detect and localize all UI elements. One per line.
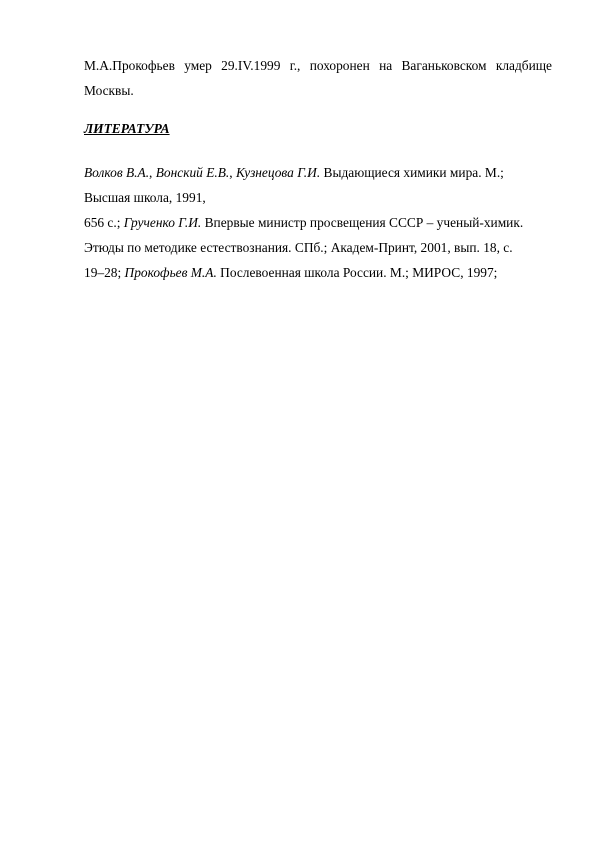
reference-author: Грученко Г.И.	[123, 215, 202, 230]
paragraph-line: М.А.Прокофьев умер 29.IV.1999 г., похоронен на Ваганьковском кладбище	[84, 58, 552, 73]
reference-line: Этюды по методике естествознания. СПб.; Академ-Принт, 2001, вып. 18, с.	[84, 240, 513, 255]
biography-paragraph	[84, 53, 552, 103]
reference-separator: ,	[229, 165, 236, 180]
reference-text: Впервые министр просвещения СССР – ученый-химик.	[201, 215, 524, 230]
reference-author: Волков В.А.	[84, 165, 150, 180]
literature-heading: ЛИТЕРАТУРА	[84, 121, 170, 136]
reference-line	[84, 210, 552, 235]
reference-author: Прокофьев М.А.	[124, 265, 217, 280]
reference-text: 19–28;	[84, 265, 125, 280]
references-list	[84, 160, 552, 285]
reference-text: Послевоенная школа России. М.; МИРОС, 1997;	[216, 265, 498, 280]
reference-text: Выдающиеся химики мира. М.;	[320, 165, 504, 180]
reference-separator: ,	[149, 165, 156, 180]
reference-author: Вонский Е.В.	[155, 165, 230, 180]
reference-author: Кузнецова Г.И.	[235, 165, 321, 180]
reference-line	[84, 160, 552, 185]
reference-text: 656 с.;	[84, 215, 124, 230]
reference-line	[84, 260, 552, 285]
reference-line: Высшая школа, 1991,	[84, 190, 206, 205]
paragraph-line: Москвы.	[84, 83, 134, 98]
